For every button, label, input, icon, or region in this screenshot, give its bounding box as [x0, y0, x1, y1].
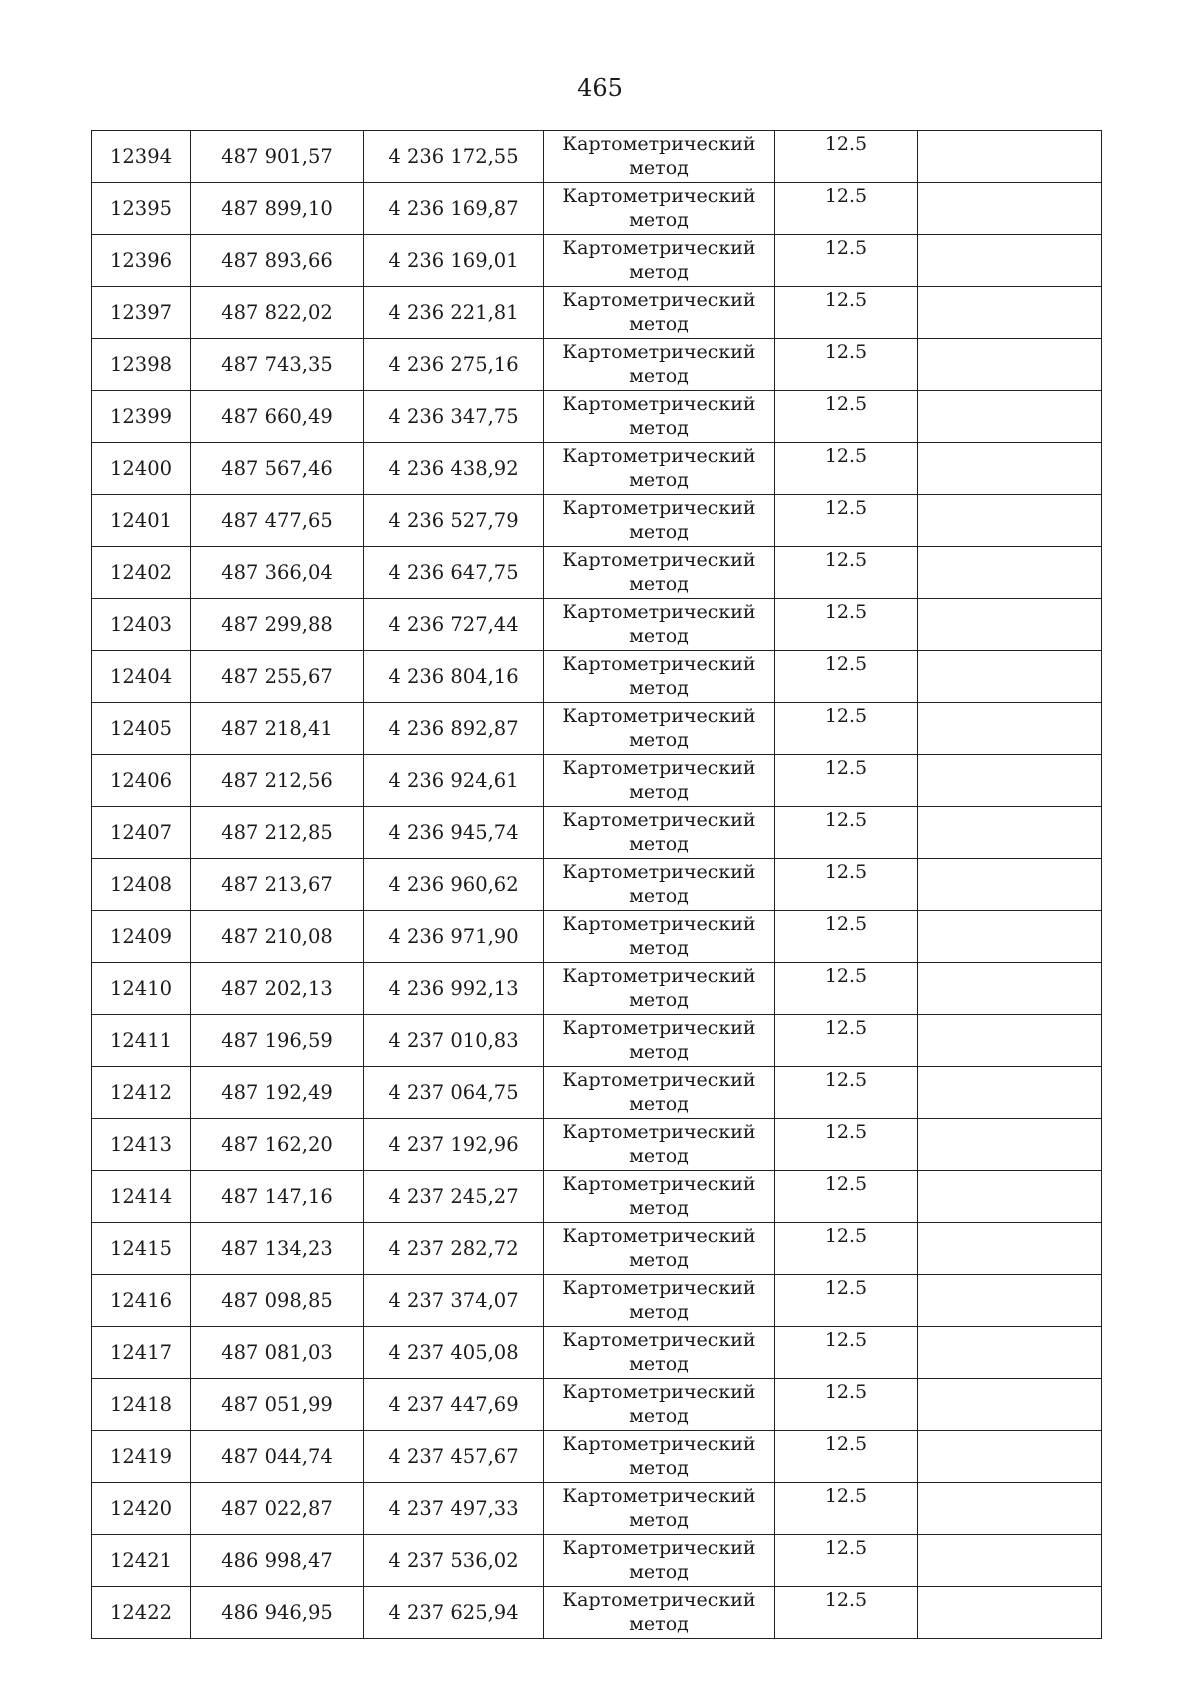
- method-line-2: метод: [629, 157, 689, 179]
- point-id-cell: 12399: [92, 391, 191, 443]
- table-row: [92, 287, 1102, 339]
- y-coordinate-cell: 4 236 647,75: [364, 547, 544, 599]
- y-coordinate-cell: 4 237 536,02: [364, 1535, 544, 1587]
- empty-cell: [918, 391, 1102, 443]
- method-line-2: метод: [629, 885, 689, 907]
- y-coordinate-cell: 4 237 192,96: [364, 1119, 544, 1171]
- empty-cell: [918, 1327, 1102, 1379]
- y-coordinate-cell: 4 236 727,44: [364, 599, 544, 651]
- method-line-1: Картометрический: [562, 1381, 756, 1403]
- y-coordinate-cell: 4 237 625,94: [364, 1587, 544, 1639]
- point-id-cell: 12397: [92, 287, 191, 339]
- method-cell: [544, 495, 775, 547]
- method-line-1: Картометрический: [562, 1069, 756, 1091]
- table-row: [92, 703, 1102, 755]
- method-cell: [544, 1015, 775, 1067]
- empty-cell: [918, 859, 1102, 911]
- table-row: [92, 599, 1102, 651]
- coordinates-table-body: [92, 131, 1102, 1639]
- method-cell: [544, 287, 775, 339]
- method-line-2: метод: [629, 677, 689, 699]
- method-line-1: Картометрический: [562, 133, 756, 155]
- accuracy-cell: 12.5: [775, 651, 918, 703]
- method-line-2: метод: [629, 1041, 689, 1063]
- method-line-2: метод: [629, 937, 689, 959]
- method-cell: [544, 1587, 775, 1639]
- accuracy-cell: 12.5: [775, 547, 918, 599]
- y-coordinate-cell: 4 236 971,90: [364, 911, 544, 963]
- accuracy-cell: 12.5: [775, 1483, 918, 1535]
- table-row: [92, 547, 1102, 599]
- y-coordinate-cell: 4 237 282,72: [364, 1223, 544, 1275]
- method-line-2: метод: [629, 521, 689, 543]
- method-line-2: метод: [629, 1561, 689, 1583]
- point-id-cell: 12400: [92, 443, 191, 495]
- accuracy-cell: 12.5: [775, 495, 918, 547]
- empty-cell: [918, 1275, 1102, 1327]
- empty-cell: [918, 1223, 1102, 1275]
- empty-cell: [918, 1015, 1102, 1067]
- point-id-cell: 12409: [92, 911, 191, 963]
- x-coordinate-cell: 487 366,04: [191, 547, 364, 599]
- method-line-2: метод: [629, 781, 689, 803]
- x-coordinate-cell: 487 218,41: [191, 703, 364, 755]
- y-coordinate-cell: 4 236 438,92: [364, 443, 544, 495]
- point-id-cell: 12422: [92, 1587, 191, 1639]
- accuracy-cell: 12.5: [775, 1119, 918, 1171]
- x-coordinate-cell: 487 044,74: [191, 1431, 364, 1483]
- x-coordinate-cell: 487 022,87: [191, 1483, 364, 1535]
- method-cell: [544, 1379, 775, 1431]
- accuracy-cell: 12.5: [775, 1431, 918, 1483]
- table-row: [92, 1327, 1102, 1379]
- method-line-2: метод: [629, 1145, 689, 1167]
- y-coordinate-cell: 4 236 169,87: [364, 183, 544, 235]
- empty-cell: [918, 1483, 1102, 1535]
- x-coordinate-cell: 487 192,49: [191, 1067, 364, 1119]
- point-id-cell: 12419: [92, 1431, 191, 1483]
- x-coordinate-cell: 487 147,16: [191, 1171, 364, 1223]
- method-line-2: метод: [629, 1457, 689, 1479]
- method-line-2: метод: [629, 469, 689, 491]
- method-cell: [544, 1431, 775, 1483]
- accuracy-cell: 12.5: [775, 183, 918, 235]
- table-row: [92, 1587, 1102, 1639]
- accuracy-cell: 12.5: [775, 1535, 918, 1587]
- method-line-2: метод: [629, 625, 689, 647]
- method-line-1: Картометрический: [562, 757, 756, 779]
- x-coordinate-cell: 487 081,03: [191, 1327, 364, 1379]
- method-cell: [544, 807, 775, 859]
- accuracy-cell: 12.5: [775, 1379, 918, 1431]
- table-row: [92, 131, 1102, 183]
- method-line-1: Картометрический: [562, 653, 756, 675]
- method-line-1: Картометрический: [562, 1433, 756, 1455]
- method-cell: [544, 651, 775, 703]
- x-coordinate-cell: 487 567,46: [191, 443, 364, 495]
- method-line-1: Картометрический: [562, 809, 756, 831]
- accuracy-cell: 12.5: [775, 859, 918, 911]
- accuracy-cell: 12.5: [775, 339, 918, 391]
- table-row: [92, 755, 1102, 807]
- method-line-2: метод: [629, 989, 689, 1011]
- accuracy-cell: 12.5: [775, 1015, 918, 1067]
- empty-cell: [918, 1431, 1102, 1483]
- point-id-cell: 12402: [92, 547, 191, 599]
- method-line-1: Картометрический: [562, 445, 756, 467]
- point-id-cell: 12407: [92, 807, 191, 859]
- x-coordinate-cell: 487 213,67: [191, 859, 364, 911]
- table-row: [92, 1483, 1102, 1535]
- method-cell: [544, 547, 775, 599]
- empty-cell: [918, 1067, 1102, 1119]
- y-coordinate-cell: 4 236 804,16: [364, 651, 544, 703]
- y-coordinate-cell: 4 236 527,79: [364, 495, 544, 547]
- method-cell: [544, 599, 775, 651]
- method-line-2: метод: [629, 1249, 689, 1271]
- x-coordinate-cell: 487 743,35: [191, 339, 364, 391]
- method-line-1: Картометрический: [562, 913, 756, 935]
- table-row: [92, 911, 1102, 963]
- method-cell: [544, 1171, 775, 1223]
- method-cell: [544, 443, 775, 495]
- table-row: [92, 1067, 1102, 1119]
- table-row: [92, 1015, 1102, 1067]
- point-id-cell: 12417: [92, 1327, 191, 1379]
- table-row: [92, 1431, 1102, 1483]
- method-line-1: Картометрический: [562, 1173, 756, 1195]
- method-line-1: Картометрический: [562, 705, 756, 727]
- coordinates-table: [91, 130, 1102, 1639]
- method-line-1: Картометрический: [562, 1329, 756, 1351]
- method-line-2: метод: [629, 1197, 689, 1219]
- method-line-1: Картометрический: [562, 341, 756, 363]
- method-line-1: Картометрический: [562, 1225, 756, 1247]
- x-coordinate-cell: 487 299,88: [191, 599, 364, 651]
- point-id-cell: 12411: [92, 1015, 191, 1067]
- method-cell: [544, 755, 775, 807]
- empty-cell: [918, 651, 1102, 703]
- method-cell: [544, 859, 775, 911]
- method-cell: [544, 1327, 775, 1379]
- accuracy-cell: 12.5: [775, 911, 918, 963]
- table-row: [92, 1171, 1102, 1223]
- y-coordinate-cell: 4 237 374,07: [364, 1275, 544, 1327]
- table-row: [92, 235, 1102, 287]
- x-coordinate-cell: 487 477,65: [191, 495, 364, 547]
- accuracy-cell: 12.5: [775, 1327, 918, 1379]
- method-line-1: Картометрический: [562, 1537, 756, 1559]
- x-coordinate-cell: 487 660,49: [191, 391, 364, 443]
- y-coordinate-cell: 4 236 275,16: [364, 339, 544, 391]
- accuracy-cell: 12.5: [775, 1223, 918, 1275]
- x-coordinate-cell: 487 255,67: [191, 651, 364, 703]
- x-coordinate-cell: 487 901,57: [191, 131, 364, 183]
- y-coordinate-cell: 4 236 221,81: [364, 287, 544, 339]
- accuracy-cell: 12.5: [775, 807, 918, 859]
- y-coordinate-cell: 4 236 992,13: [364, 963, 544, 1015]
- x-coordinate-cell: 487 212,85: [191, 807, 364, 859]
- x-coordinate-cell: 487 196,59: [191, 1015, 364, 1067]
- point-id-cell: 12420: [92, 1483, 191, 1535]
- accuracy-cell: 12.5: [775, 1275, 918, 1327]
- table-row: [92, 391, 1102, 443]
- method-line-2: метод: [629, 729, 689, 751]
- y-coordinate-cell: 4 236 945,74: [364, 807, 544, 859]
- accuracy-cell: 12.5: [775, 755, 918, 807]
- point-id-cell: 12421: [92, 1535, 191, 1587]
- method-cell: [544, 1535, 775, 1587]
- accuracy-cell: 12.5: [775, 703, 918, 755]
- table-row: [92, 963, 1102, 1015]
- x-coordinate-cell: 487 134,23: [191, 1223, 364, 1275]
- method-cell: [544, 1275, 775, 1327]
- empty-cell: [918, 547, 1102, 599]
- method-line-2: метод: [629, 313, 689, 335]
- empty-cell: [918, 1119, 1102, 1171]
- accuracy-cell: 12.5: [775, 963, 918, 1015]
- method-line-1: Картометрический: [562, 497, 756, 519]
- method-line-2: метод: [629, 209, 689, 231]
- method-line-1: Картометрический: [562, 237, 756, 259]
- point-id-cell: 12404: [92, 651, 191, 703]
- point-id-cell: 12408: [92, 859, 191, 911]
- point-id-cell: 12414: [92, 1171, 191, 1223]
- table-row: [92, 339, 1102, 391]
- point-id-cell: 12403: [92, 599, 191, 651]
- empty-cell: [918, 1587, 1102, 1639]
- point-id-cell: 12415: [92, 1223, 191, 1275]
- method-line-1: Картометрический: [562, 1589, 756, 1611]
- method-line-1: Картометрический: [562, 965, 756, 987]
- empty-cell: [918, 443, 1102, 495]
- method-cell: [544, 391, 775, 443]
- x-coordinate-cell: 487 212,56: [191, 755, 364, 807]
- point-id-cell: 12394: [92, 131, 191, 183]
- x-coordinate-cell: 486 946,95: [191, 1587, 364, 1639]
- method-line-2: метод: [629, 1613, 689, 1635]
- empty-cell: [918, 235, 1102, 287]
- method-line-2: метод: [629, 833, 689, 855]
- method-line-1: Картометрический: [562, 1485, 756, 1507]
- method-line-1: Картометрический: [562, 1121, 756, 1143]
- table-row: [92, 1119, 1102, 1171]
- empty-cell: [918, 131, 1102, 183]
- table-row: [92, 183, 1102, 235]
- method-line-1: Картометрический: [562, 289, 756, 311]
- empty-cell: [918, 911, 1102, 963]
- method-line-2: метод: [629, 1353, 689, 1375]
- empty-cell: [918, 1535, 1102, 1587]
- table-row: [92, 807, 1102, 859]
- method-line-1: Картометрический: [562, 861, 756, 883]
- point-id-cell: 12418: [92, 1379, 191, 1431]
- y-coordinate-cell: 4 237 405,08: [364, 1327, 544, 1379]
- y-coordinate-cell: 4 236 169,01: [364, 235, 544, 287]
- method-cell: [544, 339, 775, 391]
- method-line-1: Картометрический: [562, 1277, 756, 1299]
- point-id-cell: 12410: [92, 963, 191, 1015]
- empty-cell: [918, 1379, 1102, 1431]
- table-row: [92, 1223, 1102, 1275]
- method-cell: [544, 235, 775, 287]
- page-number: 465: [577, 74, 623, 102]
- accuracy-cell: 12.5: [775, 287, 918, 339]
- method-line-1: Картометрический: [562, 549, 756, 571]
- method-line-2: метод: [629, 261, 689, 283]
- empty-cell: [918, 703, 1102, 755]
- method-cell: [544, 183, 775, 235]
- method-line-2: метод: [629, 573, 689, 595]
- method-line-1: Картометрический: [562, 601, 756, 623]
- point-id-cell: 12406: [92, 755, 191, 807]
- table-row: [92, 495, 1102, 547]
- empty-cell: [918, 755, 1102, 807]
- x-coordinate-cell: 487 051,99: [191, 1379, 364, 1431]
- y-coordinate-cell: 4 237 010,83: [364, 1015, 544, 1067]
- table-row: [92, 1275, 1102, 1327]
- y-coordinate-cell: 4 236 892,87: [364, 703, 544, 755]
- y-coordinate-cell: 4 237 457,67: [364, 1431, 544, 1483]
- accuracy-cell: 12.5: [775, 1171, 918, 1223]
- empty-cell: [918, 339, 1102, 391]
- point-id-cell: 12413: [92, 1119, 191, 1171]
- accuracy-cell: 12.5: [775, 391, 918, 443]
- x-coordinate-cell: 487 822,02: [191, 287, 364, 339]
- table-row: [92, 1535, 1102, 1587]
- empty-cell: [918, 807, 1102, 859]
- point-id-cell: 12401: [92, 495, 191, 547]
- empty-cell: [918, 495, 1102, 547]
- method-line-2: метод: [629, 1509, 689, 1531]
- point-id-cell: 12412: [92, 1067, 191, 1119]
- method-cell: [544, 1483, 775, 1535]
- method-cell: [544, 963, 775, 1015]
- empty-cell: [918, 287, 1102, 339]
- x-coordinate-cell: 487 893,66: [191, 235, 364, 287]
- table-row: [92, 1379, 1102, 1431]
- accuracy-cell: 12.5: [775, 599, 918, 651]
- method-line-1: Картометрический: [562, 1017, 756, 1039]
- y-coordinate-cell: 4 237 497,33: [364, 1483, 544, 1535]
- method-cell: [544, 1119, 775, 1171]
- empty-cell: [918, 183, 1102, 235]
- x-coordinate-cell: 486 998,47: [191, 1535, 364, 1587]
- accuracy-cell: 12.5: [775, 1067, 918, 1119]
- y-coordinate-cell: 4 236 347,75: [364, 391, 544, 443]
- empty-cell: [918, 963, 1102, 1015]
- method-cell: [544, 911, 775, 963]
- y-coordinate-cell: 4 237 064,75: [364, 1067, 544, 1119]
- method-line-1: Картометрический: [562, 393, 756, 415]
- method-line-2: метод: [629, 417, 689, 439]
- method-line-1: Картометрический: [562, 185, 756, 207]
- x-coordinate-cell: 487 098,85: [191, 1275, 364, 1327]
- method-cell: [544, 1067, 775, 1119]
- point-id-cell: 12405: [92, 703, 191, 755]
- method-cell: [544, 131, 775, 183]
- y-coordinate-cell: 4 236 172,55: [364, 131, 544, 183]
- x-coordinate-cell: 487 899,10: [191, 183, 364, 235]
- accuracy-cell: 12.5: [775, 443, 918, 495]
- empty-cell: [918, 1171, 1102, 1223]
- point-id-cell: 12395: [92, 183, 191, 235]
- x-coordinate-cell: 487 162,20: [191, 1119, 364, 1171]
- point-id-cell: 12416: [92, 1275, 191, 1327]
- y-coordinate-cell: 4 237 447,69: [364, 1379, 544, 1431]
- method-line-2: метод: [629, 1405, 689, 1427]
- x-coordinate-cell: 487 202,13: [191, 963, 364, 1015]
- table-row: [92, 443, 1102, 495]
- method-line-2: метод: [629, 365, 689, 387]
- method-cell: [544, 1223, 775, 1275]
- accuracy-cell: 12.5: [775, 131, 918, 183]
- x-coordinate-cell: 487 210,08: [191, 911, 364, 963]
- y-coordinate-cell: 4 236 924,61: [364, 755, 544, 807]
- point-id-cell: 12396: [92, 235, 191, 287]
- accuracy-cell: 12.5: [775, 1587, 918, 1639]
- method-cell: [544, 703, 775, 755]
- y-coordinate-cell: 4 236 960,62: [364, 859, 544, 911]
- point-id-cell: 12398: [92, 339, 191, 391]
- empty-cell: [918, 599, 1102, 651]
- y-coordinate-cell: 4 237 245,27: [364, 1171, 544, 1223]
- method-line-2: метод: [629, 1093, 689, 1115]
- accuracy-cell: 12.5: [775, 235, 918, 287]
- table-row: [92, 859, 1102, 911]
- table-row: [92, 651, 1102, 703]
- method-line-2: метод: [629, 1301, 689, 1323]
